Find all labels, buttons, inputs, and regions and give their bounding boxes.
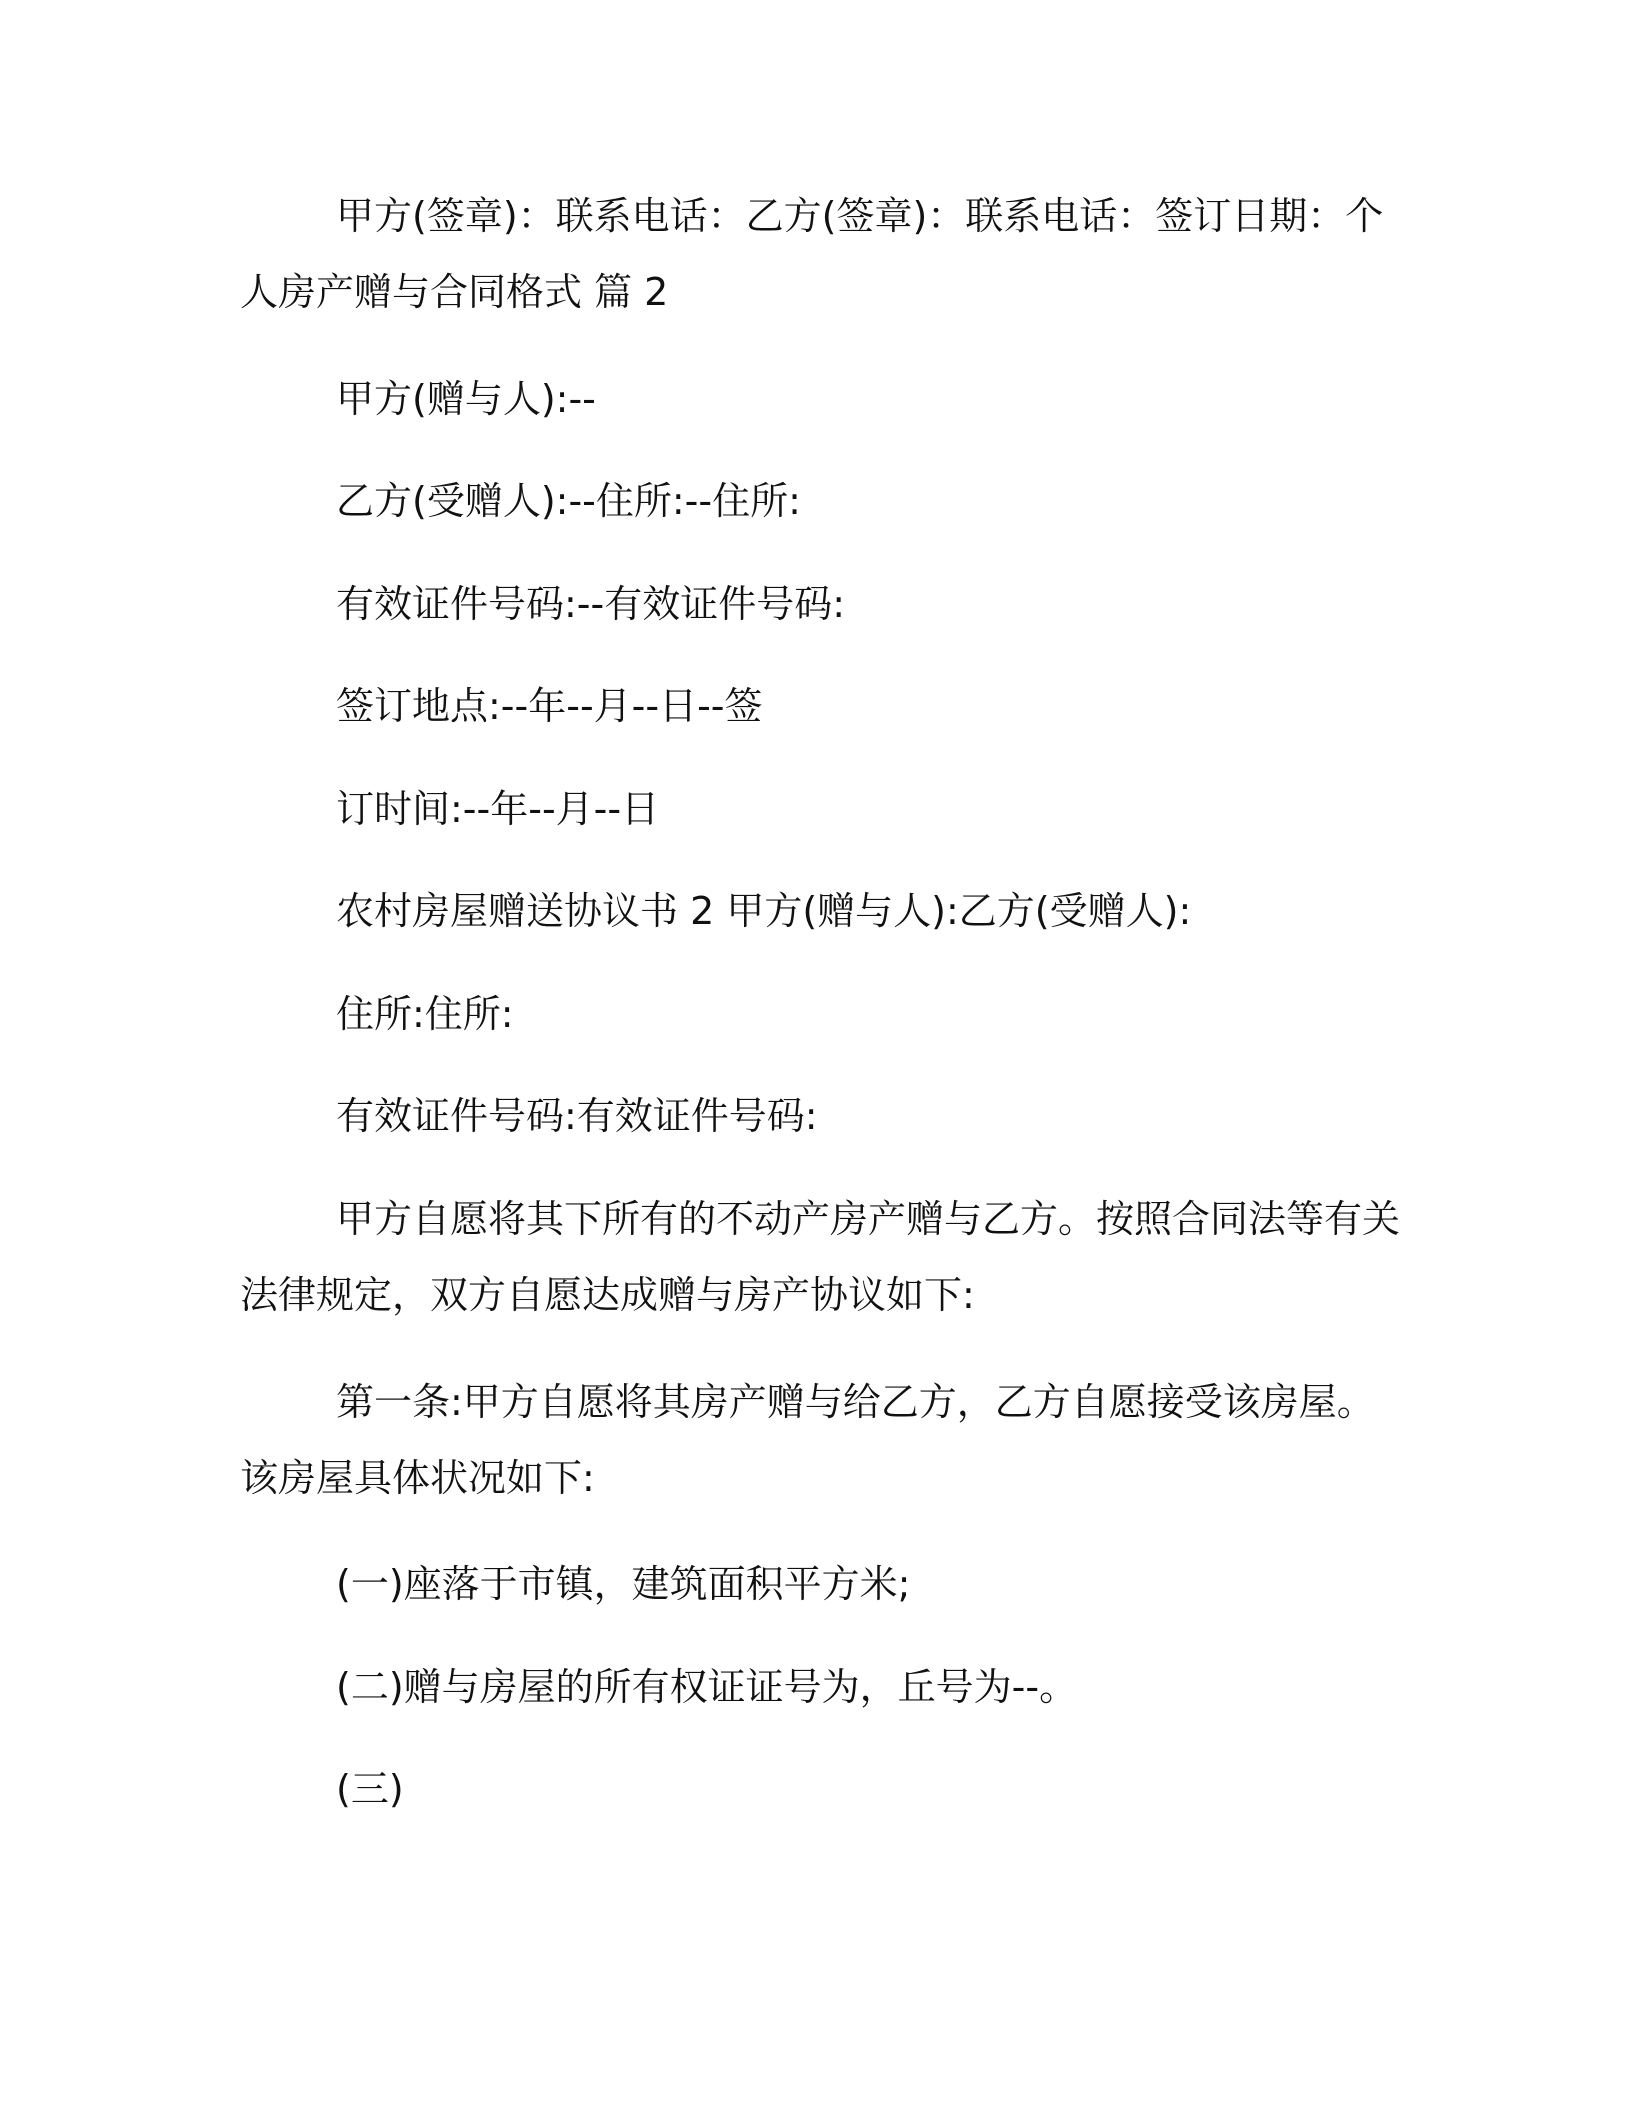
paragraph-address: 住所:住所:: [336, 992, 514, 1036]
paragraph-id-numbers: 有效证件号码:--有效证件号码:: [336, 582, 846, 626]
paragraph-party-a: 甲方(赠与人):--: [336, 377, 596, 421]
paragraph-item-three: (三): [336, 1767, 404, 1811]
paragraph-article-one: 第一条:甲方自愿将其房产赠与给乙方，乙方自愿接受该房屋。该房屋具体状况如下:: [240, 1380, 1375, 1500]
paragraph-signing-place: 签订地点:--年--月--日--签: [336, 684, 763, 728]
paragraph-party-b: 乙方(受赠人):--住所:--住所:: [336, 479, 801, 523]
paragraph-item-one: (一)座落于市镇，建筑面积平方米;: [336, 1562, 911, 1606]
paragraph-agreement-title: 农村房屋赠送协议书 2 甲方(赠与人):乙方(受赠人):: [336, 889, 1192, 933]
paragraph-id-numbers-2: 有效证件号码:有效证件号码:: [336, 1094, 818, 1138]
paragraph-signature-line: 甲方(签章)：联系电话：乙方(签章)：联系电话：签订日期：个人房产赠与合同格式 篇 2: [240, 194, 1384, 314]
paragraph-item-two: (二)赠与房屋的所有权证证号为，丘号为--。: [336, 1665, 1078, 1709]
paragraph-preamble: 甲方自愿将其下所有的不动产房产赠与乙方。按照合同法等有关法律规定，双方自愿达成赠与房产协议如下:: [240, 1197, 1401, 1317]
paragraph-signing-time: 订时间:--年--月--日: [336, 787, 660, 831]
